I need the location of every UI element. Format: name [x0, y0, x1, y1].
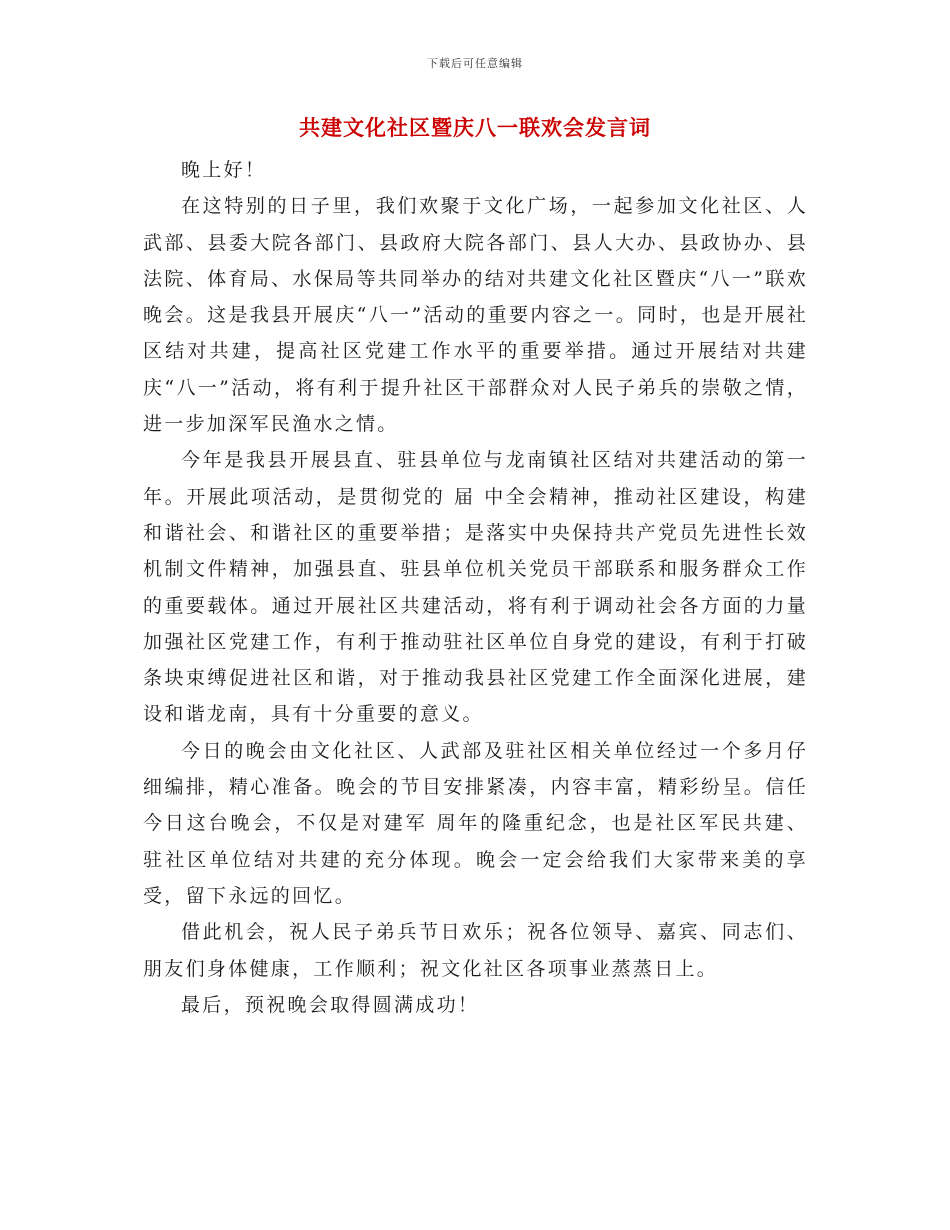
- document-body: [143, 152, 808, 1023]
- paragraph-2: 今年是我县开展县直、驻县单位与龙南镇社区结对共建活动的第一年。开展此项活动，是贯彻党的 届 中全会精神，推动社区建设，构建和谐社会、和谐社区的重要举措；是落实中央保持共产党员先进性长效机制文件精神，加强县直、驻县单位机关党员干部联系和服务群众工作的重要载体。通过开展社区共建活动，将有利于调动社会各方面的力量加强社区党建工作，有利于推动驻社区单位自身党的建设，有利于打破条块束缚促进社区和谐，对于推动我县社区党建工作全面深化进展，建设和谐龙南，具有十分重要的意义。: [143, 449, 808, 726]
- document-title: 共建文化社区暨庆八一联欢会发言词: [299, 115, 651, 140]
- paragraph-1: 在这特别的日子里，我们欢聚于文化广场，一起参加文化社区、人武部、县委大院各部门、县政府大院各部门、县人大办、县政协办、县法院、体育局、水保局等共同举办的结对共建文化社区暨庆“八一”联欢晚会。这是我县开展庆“八一”活动的重要内容之一。同时，也是开展社区结对共建，提高社区党建工作水平的重要举措。通过开展结对共建庆“八一”活动，将有利于提升社区干部群众对人民子弟兵的崇敬之情，进一步加深军民渔水之情。: [143, 195, 808, 436]
- paragraph-3: 今日的晚会由文化社区、人武部及驻社区相关单位经过一个多月仔细编排，精心准备。晚会的节目安排紧凑，内容丰富，精彩纷呈。信任今日这台晚会，不仅是对建军 周年的隆重纪念，也是社区军民共建、驻社区单位结对共建的充分体现。晚会一定会给我们大家带来美的享受，留下永远的回忆。: [143, 739, 808, 907]
- paragraph-greeting: 晚上好！: [181, 159, 267, 181]
- paragraph-closing: 最后，预祝晚会取得圆满成功！: [181, 993, 480, 1016]
- page-header-note: 下载后可任意编辑: [427, 57, 523, 70]
- paragraph-4: 借此机会，祝人民子弟兵节日欢乐；祝各位领导、嘉宾、同志们、朋友们身体健康，工作顺利；祝文化社区各项事业蒸蒸日上。: [143, 921, 808, 980]
